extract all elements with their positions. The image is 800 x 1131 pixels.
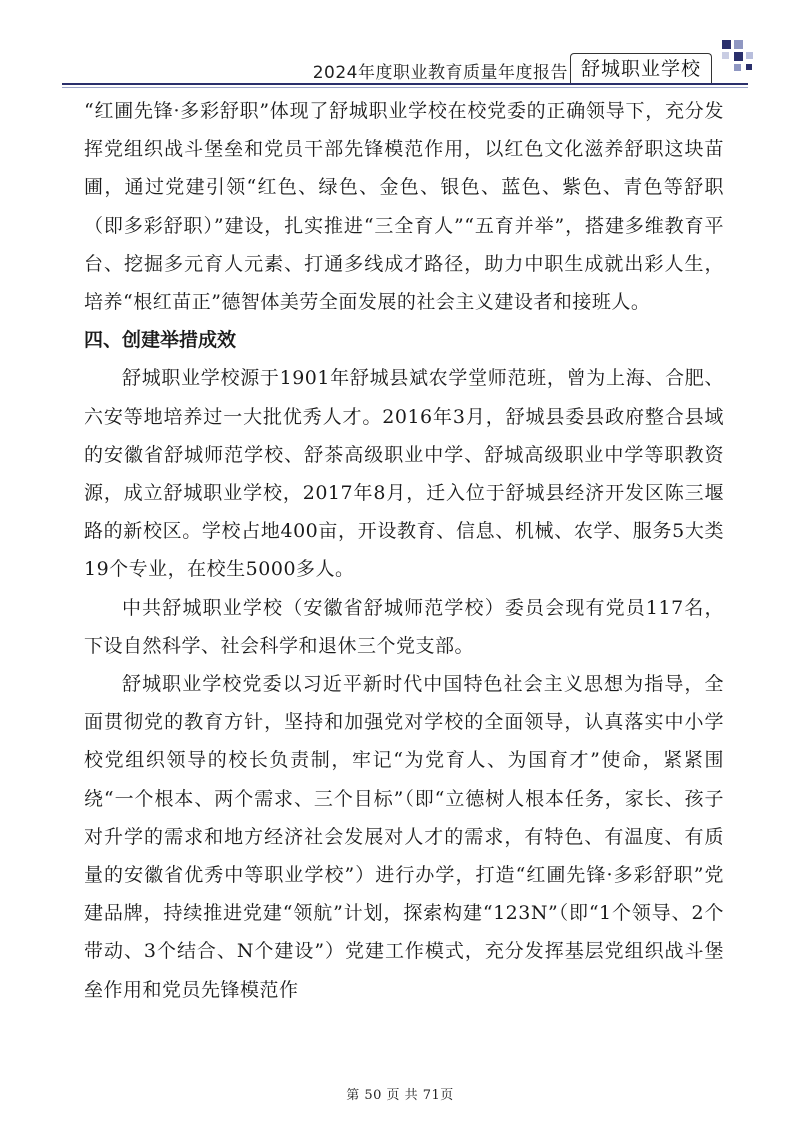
report-title: 2024年度职业教育质量年度报告 [312, 63, 568, 83]
decorative-squares-icon [714, 40, 754, 88]
school-name-tab: 舒城职业学校 [570, 53, 712, 84]
paragraph-school-history: 舒城职业学校源于1901年舒城县斌农学堂师范班，曾为上海、合肥、六安等地培养过一大批优秀人才。2016年3月，舒城县委县政府整合县域的安徽省舒城师范学校、舒茶高级职业中学、舒城高级职业中学等职教资源，成立舒城职业学校，2017年8月，迁入位于舒城县经济开发区陈三堰路的新校区。学校占地400亩，开设教育、信息、机械、农学、服务5大类19个专业，在校生5000多人。 [84, 367, 724, 581]
section-heading: 四、创建举措成效 [84, 329, 237, 352]
paragraph-party-committee: 中共舒城职业学校（安徽省舒城师范学校）委员会现有党员117名，下设自然科学、社会科学和退休三个党支部。 [84, 596, 724, 657]
document-body [84, 92, 724, 1009]
page-number: 第 50 页 共 71页 [346, 1088, 454, 1103]
paragraph-party-leadership: 舒城职业学校党委以习近平新时代中国特色社会主义思想为指导，全面贯彻党的教育方针，坚持和加强党对学校的全面领导，认真落实中小学校党组织领导的校长负责制，牢记“为党育人、为国育才”使命，紧紧围绕“一个根本、两个需求、三个目标”（即“立德树人根本任务，家长、孩子对升学的需求和地方经济社会发展对人才的需求，有特色、有温度、有质量的安徽省优秀中等职业学校”）进行办学，打造“红圃先锋·多彩舒职”党建品牌，持续推进党建“领航”计划，探索构建“123N”（即“1个领导、2个带动、3个结合、N个建设”）党建工作模式，充分发挥基层党组织战斗堡垒作用和党员先锋模范作 [84, 673, 724, 1001]
header-divider [62, 83, 748, 85]
header-divider-thin [62, 87, 748, 88]
paragraph-brand-intro: “红圃先锋·多彩舒职”体现了舒城职业学校在校党委的正确领导下，充分发挥党组织战斗堡垒和党员干部先锋模范作用，以红色文化滋养舒职这块苗圃，通过党建引领“红色、绿色、金色、银色、蓝色、紫色、青色等舒职（即多彩舒职）”建设，扎实推进“三全育人”“五育并举”，搭建多维教育平台、挖掘多元育人元素、打通多线成才路径，助力中职生成就出彩人生，培养“根红苗正”德智体美劳全面发展的社会主义建设者和接班人。 [84, 100, 724, 314]
page-header [0, 0, 800, 90]
